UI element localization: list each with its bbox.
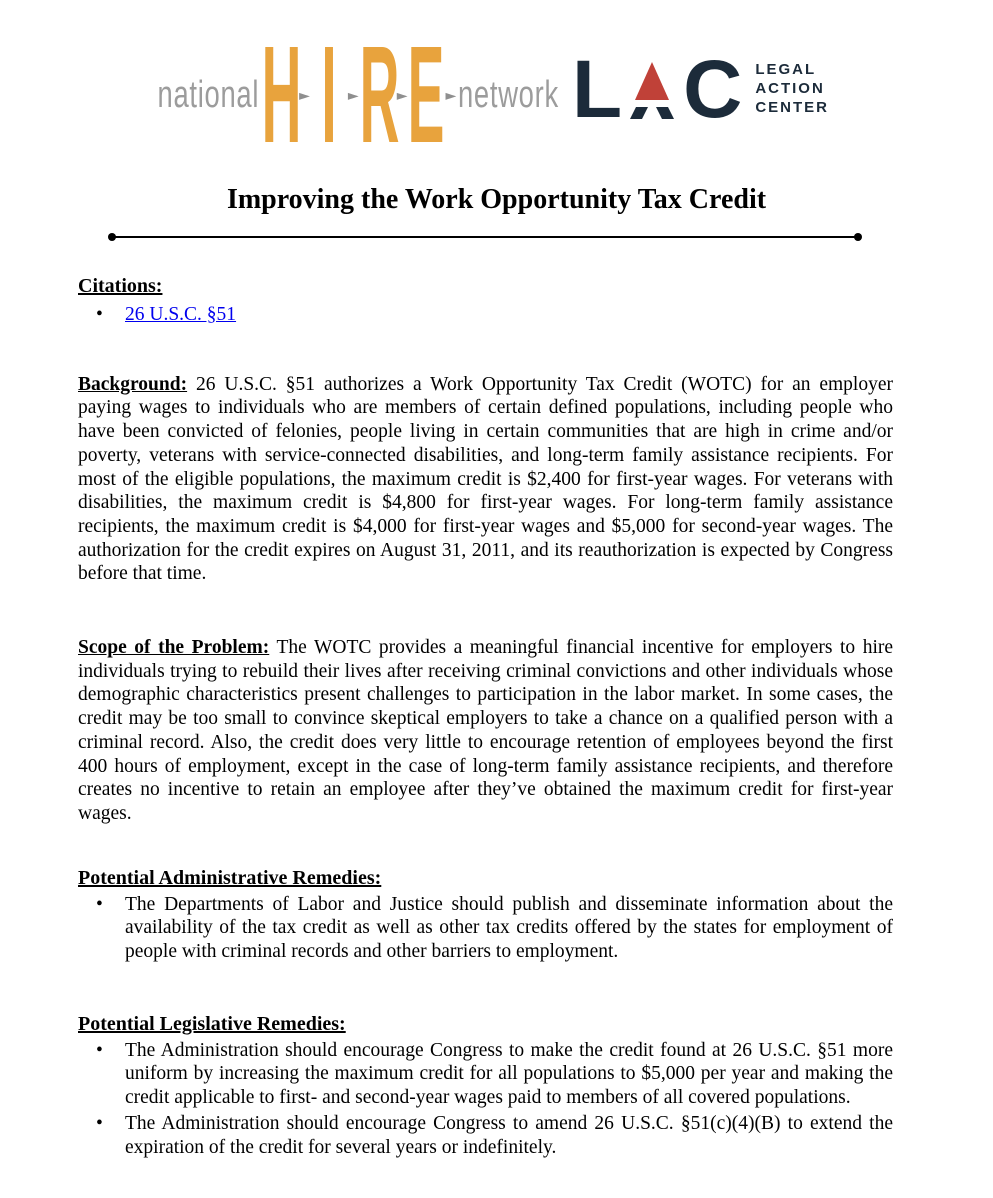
- lac-letter-a-triangle-icon: [626, 61, 678, 119]
- citation-link-26-usc-51[interactable]: 26 U.S.C. §51: [125, 304, 237, 325]
- header-logos: [0, 0, 993, 172]
- citations-heading: Citations:: [78, 275, 163, 297]
- legislative-remedy-text: The Administration should encourage Congress to amend 26 U.S.C. §51(c)(4)(B) to extend the expiration of the credit for several years or indefinitely.: [125, 1112, 893, 1158]
- lac-wordmark: [755, 60, 829, 117]
- lac-letter-l: L: [572, 44, 620, 135]
- arrow-right-icon: ►: [299, 88, 310, 104]
- legislative-remedies-heading: Potential Legislative Remedies:: [78, 1012, 346, 1035]
- bullet-icon: •: [96, 1112, 103, 1134]
- document-body: [78, 274, 893, 1159]
- bullet-icon: •: [96, 1039, 103, 1061]
- background-text: 26 U.S.C. §51 authorizes a Work Opportunity Tax Credit (WOTC) for an employer paying wages to individuals who are members of certain defined populations, including people who have been convicted of felonies, people living in certain communities that are high in crime and/or poverty, veterans with service-connected disabilities, and long-term family assistance recipients. For most of the eligible populations, the maximum credit is $2,400 for first-year wages. For veterans with disabilities, the maximum credit is $4,800 for first-year wages. For long-term family assistance recipients, the maximum credit is $4,000 for first-year wages and $5,000 for second-year wages. The authorization for the credit expires on August 31, 2011, and its reauthorization is expected by Congress before that time.: [78, 373, 893, 585]
- arrow-right-icon: ►: [445, 88, 457, 104]
- scope-paragraph: [78, 636, 893, 826]
- hire-letter-e: E: [408, 18, 445, 172]
- lac-monogram: [572, 44, 740, 135]
- hire-letter-i: I: [321, 18, 337, 172]
- hire-logo-letters: [261, 18, 457, 172]
- arrow-right-icon: ►: [396, 88, 408, 104]
- lac-wordmark-line: LEGAL: [755, 61, 817, 78]
- divider-endpoint-icon: [108, 233, 116, 241]
- bullet-icon: •: [96, 304, 103, 325]
- citation-list-item: [78, 303, 893, 327]
- administrative-remedy-text: The Departments of Labor and Justice should publish and disseminate information about the availability of the tax credit as well as other tax credits offered by the states for employment of people with criminal records and other barriers to employment.: [125, 893, 893, 963]
- bullet-icon: •: [96, 893, 103, 915]
- background-heading: Background:: [78, 373, 188, 395]
- page-title: Improving the Work Opportunity Tax Credit: [226, 184, 767, 215]
- legislative-remedy-list-item: [78, 1039, 893, 1110]
- lac-wordmark-line: CENTER: [755, 99, 829, 116]
- legislative-remedy-list-item: [78, 1112, 893, 1159]
- national-hire-network-logo: [118, 18, 598, 172]
- hire-logo-word-national: national: [157, 73, 260, 116]
- lac-letter-c: C: [683, 44, 740, 135]
- legal-action-center-logo: [572, 44, 829, 135]
- lac-wordmark-line: ACTION: [755, 80, 825, 97]
- title-divider-rule: [112, 236, 858, 238]
- hire-logo-word-network: network: [458, 73, 560, 116]
- scope-text: The WOTC provides a meaningful financial incentive for employers to hire individuals trying to rebuild their lives after receiving criminal convictions and other individuals whose demographic characteristics present challenges to participation in the labor market. In some cases, the credit may be too small to convince skeptical employers to take a chance on a qualified person with a criminal record. Also, the credit does very little to encourage retention of employees beyond the first 400 hours of employment, except in the case of long-term family assistance recipients, and therefore creates no incentive to retain an employee after they’ve obtained the maximum credit for first-year wages.: [78, 637, 894, 824]
- scope-heading: Scope of the Problem:: [78, 637, 270, 659]
- administrative-remedy-list-item: [78, 893, 893, 964]
- hire-letter-r: R: [359, 18, 400, 172]
- background-paragraph: [78, 373, 893, 586]
- hire-letter-h: H: [261, 18, 302, 172]
- legislative-remedy-text: The Administration should encourage Congress to make the credit found at 26 U.S.C. §51 more uniform by increasing the maximum credit for all populations to $5,000 per year and making the credit applicable to first- and second-year wages paid to members of all covered populations.: [125, 1039, 893, 1109]
- arrow-right-icon: ►: [347, 88, 359, 104]
- divider-endpoint-icon: [854, 233, 862, 241]
- administrative-remedies-heading: Potential Administrative Remedies:: [78, 866, 382, 889]
